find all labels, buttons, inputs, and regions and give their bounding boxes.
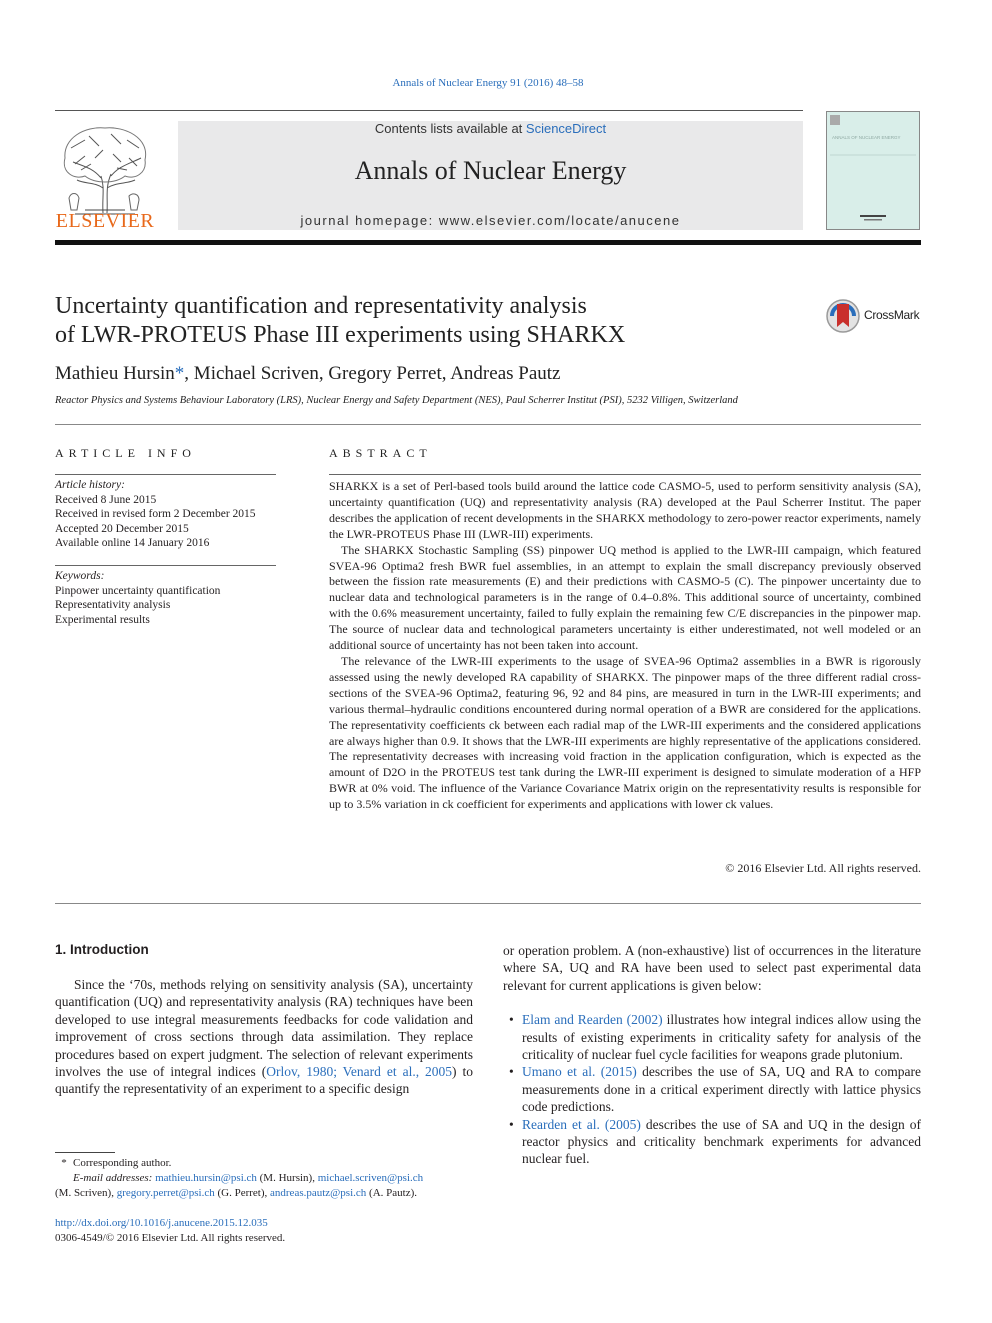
keyword: Representativity analysis [55,599,171,611]
issn-copyright: 0306-4549/© 2016 Elsevier Ltd. All rights reserved. [55,1232,286,1244]
keywords-label: Keywords: [55,570,105,582]
body-paragraph: or operation problem. A (non-exhaustive) list of occurrences in the literature where SA, UQ and RA have been used to select past experimental data relevant for current applications is given below: [503,943,921,993]
history-item: Received in revised form 2 December 2015 [55,508,256,520]
body-paragraph [55,976,473,1098]
article-history [55,478,280,551]
email-footnote [55,1171,473,1186]
divider [55,424,921,425]
email-link[interactable]: mathieu.hursin@psi.ch [155,1172,257,1184]
email-link[interactable]: michael.scriven@psi.ch [317,1172,424,1184]
body-column-right [503,942,921,1168]
keyword: Experimental results [55,613,150,626]
citation-link[interactable]: Rearden et al. (2005) [522,1116,641,1132]
body-column-left [55,976,473,1098]
sciencedirect-link[interactable]: ScienceDirect [525,121,607,136]
divider [55,565,276,566]
divider [55,903,921,904]
keyword: Pinpower uncertainty quantification [55,584,221,597]
title-line-2: of LWR-PROTEUS Phase III experiments using SHARKX [55,322,626,348]
contents-prefix: Contents lists available at [374,121,526,136]
header-rule [55,110,803,111]
affiliation: Reactor Physics and Systems Behaviour Laboratory (LRS), Nuclear Energy and Safety Department (NES), Paul Scherrer Institut (PSI), 5232 Villigen, Switzerland [55,395,738,406]
corresponding-author-marker[interactable]: * [174,363,185,384]
journal-homepage[interactable]: journal homepage: www.elsevier.com/locate/anucene [300,213,681,228]
header-thick-rule [55,240,921,245]
email-owner: (M. Hursin), [256,1172,318,1184]
citation-link[interactable]: Umano et al. (2015) [522,1064,637,1080]
email-link[interactable]: gregory.perret@psi.ch [116,1187,215,1199]
corresponding-text: Corresponding author. [73,1157,172,1169]
paper-title [55,292,775,350]
abstract-paragraph: The relevance of the LWR-III experiments to the usage of SVEA-96 Optima2 assemblies in a BWR is rigorously assessed using the newly developed RA capability of SHARKX. The pinpower maps of the three different radial cross-sections of the SVEA-96 Optima2, featuring 96, 92 and 84 pins, are measured in turn in the LWR-III experiments; and various thermal–hydraulic conditions encountered during normal operation of a BWR are considered for the applications. The representativity coefficients ck between each radial map of the LWR-III experiments and the considered applications are always higher than 0.9. It shows that the LWR-III experiments are highly representative of the applications considered. The representativity decreases with increasing void fraction in the application configuration, which is expected as the amount of D2O in the PROTEUS test tank during the LWR-III experiment is designed to simulate moderation of a HFP BWR at 0% void. The influence of the Variance Covariance Matrix origin on the representativity results is responsible for up to 3.5% variation in ck coefficient for experiments and applications with lower ck values. [329,653,921,812]
copyright-notice: © 2016 Elsevier Ltd. All rights reserved. [725,861,921,875]
history-item: Accepted 20 December 2015 [55,522,189,535]
citation-link[interactable]: Elam and Rearden (2002) [522,1012,663,1028]
crossmark-label[interactable]: CrossMark [864,308,920,322]
footnote-star: * [61,1157,67,1169]
footnotes [55,1156,473,1201]
other-authors: , Michael Scriven, Gregory Perret, Andreas Pautz [184,363,561,384]
list-item [503,1011,921,1063]
abstract-paragraph: The SHARKX Stochastic Sampling (SS) pinpower UQ method is applied to the LWR-III campaign, which featured SVEA-96 Optima2 fresh BWR fuel assemblies, in an attempt to explain the small discrepancy previously observed between the fission rate measurements (E) and their predictions with CASMO-5 (C). The pinpower uncertainty due to nuclear data and technological parameters is in the range of 0.4–0.8%. This additional source of uncertainty, combined with the 0.6% measurement uncertainty, failed to fully explain the remaining few C/E discrepancies in the pinpower map. The source of nuclear data and technological parameters uncertainty is either underestimated, not well modeled or an additional source of uncertainty has not been taken into account. [329,542,921,653]
email-owner: (A. Pautz). [366,1187,417,1199]
abstract-heading: ABSTRACT [329,446,432,460]
divider [55,474,276,475]
article-info-heading: ARTICLE INFO [55,446,196,460]
email-label: E-mail addresses: [73,1172,153,1184]
contents-line [178,121,803,136]
journal-reference-link[interactable]: Annals of Nuclear Energy 91 (2016) 48–58 [392,77,584,89]
keywords [55,569,280,627]
journal-cover-thumbnail[interactable] [826,111,920,230]
section-heading-introduction: 1. Introduction [55,942,149,957]
journal-title: Annals of Nuclear Energy [354,156,627,185]
history-item: Received 8 June 2015 [55,493,157,506]
divider [329,474,921,475]
paragraph-text: ) to quantify the representativity of an experiment to a specific design [55,1064,474,1097]
abstract-paragraph: SHARKX is a set of Perl-based tools build around the lattice code CASMO-5, used to perform sensitivity analysis (SA), uncertainty quantification (UQ) and representativity analysis (RA) developed at the Paul Scherrer Institut. The paper describes the application of recent developments in the SHARKX methodology to zero-power reactor experiments, namely the LWR-PROTEUS Phase III (LWR-III) experiments. [329,479,921,541]
author-hursin: Mathieu Hursin [55,363,175,384]
list-item-text: describes the use of SA and UQ in the design of reactor physics and criticality benchmark experiments for advanced nuclear fuel. [522,1116,921,1167]
list-item [503,1116,921,1168]
author-list [55,363,560,385]
list-item-text: describes the use of SA, UQ and RA to compare measurements done in a critical experiment directly with lattice physics code predictions. [522,1064,922,1115]
history-item: Available online 14 January 2016 [55,537,210,549]
email-footnote-cont [55,1186,473,1201]
email-owner: (G. Perret), [214,1187,271,1199]
email-owner: (M. Scriven), [55,1187,117,1199]
email-link[interactable]: andreas.pautz@psi.ch [270,1187,367,1199]
history-label: Article history: [55,479,125,491]
citation-link[interactable]: Orlov, 1980; Venard et al., 2005 [266,1064,453,1080]
list-item-text: illustrates how integral indices allow using the results of existing experiments in criticality safety for analysis of the criticality of nuclear fuel cycle facilities for weapons grade plutonium. [522,1012,922,1063]
elsevier-wordmark: ELSEVIER [55,210,155,232]
doi-link[interactable]: http://dx.doi.org/10.1016/j.anucene.2015.12.035 [55,1217,268,1229]
corresponding-footnote [55,1156,473,1171]
doi-block [55,1216,285,1246]
paragraph-text: Since the ‘70s, methods relying on sensitivity analysis (SA), uncertainty quantification (UQ) and representativity analysis (RA) techniques have been developed to use integral measurements feedbacks for code validation and improvement of cross sections through data assimilation. They replace procedures based on expert judgment. The selection of relevant experiments involves the use of integral indices ( [55,977,473,1080]
cover-title: ANNALS OF NUCLEAR ENERGY [832,135,901,140]
footnote-rule [55,1152,115,1153]
list-item [503,1063,921,1115]
title-line-1: Uncertainty quantification and representativity analysis [55,293,587,319]
reference-list [503,1011,921,1168]
abstract-body [329,479,921,813]
